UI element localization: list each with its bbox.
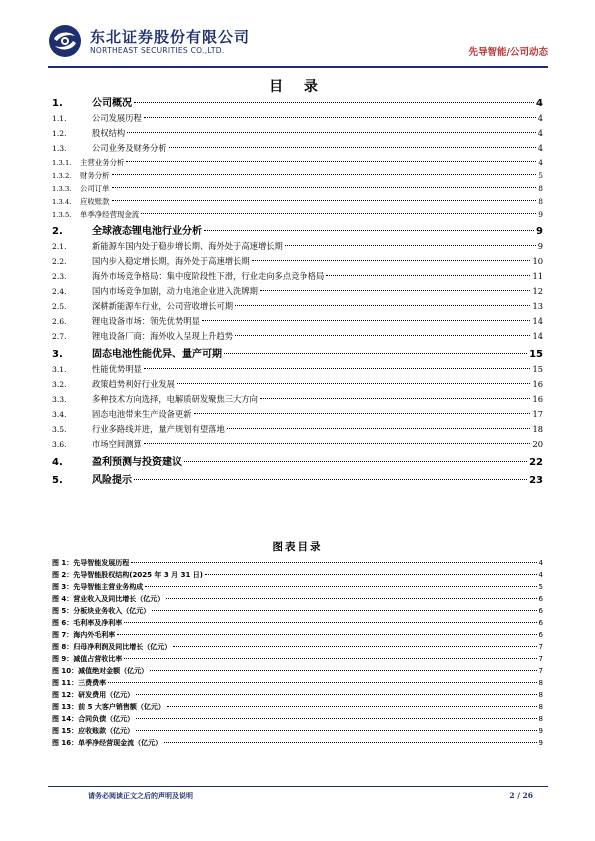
toc-entry-page: 20 xyxy=(532,439,543,449)
toc-leader-dots xyxy=(112,174,537,175)
toc-entry-number: 1. xyxy=(52,98,63,109)
toc-entry-page: 4 xyxy=(536,98,543,109)
report-section: 先导智能/公司动态 xyxy=(468,47,548,58)
toc-entry-number: 1.3.1. xyxy=(52,159,72,167)
toc-entry-number: 3.4. xyxy=(52,410,67,419)
toc-entry[interactable] xyxy=(52,453,543,471)
toc-entry[interactable] xyxy=(52,423,543,438)
toc-leader-dots xyxy=(202,320,531,321)
figure-entry-page: 5 xyxy=(538,583,543,591)
figure-leader-dots xyxy=(136,730,536,731)
toc-entry-page: 22 xyxy=(529,457,543,468)
footer-divider xyxy=(48,786,548,787)
toc-leader-dots xyxy=(204,230,534,231)
toc-entry-page: 17 xyxy=(532,409,543,419)
toc-entry-number: 2.2. xyxy=(52,257,67,266)
toc-entry-number: 3.6. xyxy=(52,440,67,449)
toc-entry-page: 14 xyxy=(532,316,543,326)
toc-entry[interactable] xyxy=(52,378,543,393)
toc-entry[interactable] xyxy=(52,112,543,127)
figure-entry-title: 图 7：海内外毛利率 xyxy=(52,631,116,639)
toc-entry-page: 9 xyxy=(538,210,543,219)
toc-entry-title: 市场空间测算 xyxy=(92,439,142,449)
toc-entry-number: 1.3.5. xyxy=(52,211,72,219)
toc-entry-number: 1.2. xyxy=(52,129,67,138)
toc-entry-number: 3.2. xyxy=(52,380,67,389)
toc-entry[interactable] xyxy=(52,157,543,170)
toc-entry[interactable] xyxy=(52,270,543,285)
toc-entry-page: 10 xyxy=(532,256,543,266)
toc-entry-title: 新能源车国内处于稳步增长期、海外处于高速增长期 xyxy=(92,241,283,251)
figure-entry-title: 图 4：营业收入及同比增长（亿元） xyxy=(52,595,165,603)
company-logo-icon xyxy=(48,24,82,58)
toc-entry-number: 5. xyxy=(52,475,63,486)
figure-entry-title: 图 13：前 5 大客户销售额（亿元） xyxy=(52,703,165,711)
header-divider xyxy=(48,66,548,68)
figure-entry-page: 9 xyxy=(538,727,543,735)
toc-entry-number: 2.7. xyxy=(52,332,67,341)
toc-leader-dots xyxy=(235,335,530,336)
toc-entry-title: 锂电设备厂商：海外收入呈现上升趋势 xyxy=(92,331,234,341)
figure-entry-page: 6 xyxy=(538,631,543,639)
figure-entry[interactable] xyxy=(52,630,543,642)
toc-leader-dots xyxy=(177,383,530,384)
toc-entry-title: 性能优势明显 xyxy=(92,364,142,374)
figure-leader-dots xyxy=(173,646,536,647)
toc-entry-page: 16 xyxy=(532,394,543,404)
toc-leader-dots xyxy=(252,260,531,261)
toc-entry-title: 股权结构 xyxy=(92,128,126,138)
toc-entry-number: 1.3.2. xyxy=(52,172,72,180)
toc-entry-title: 行业多路线并进，量产规划有望落地 xyxy=(92,424,225,434)
figure-entry-title: 图 15：应收账款（亿元） xyxy=(52,727,135,735)
toc-leader-dots xyxy=(126,161,536,162)
figure-entry[interactable] xyxy=(52,714,543,726)
toc-entry[interactable] xyxy=(52,127,543,142)
figure-entry[interactable] xyxy=(52,690,543,702)
toc-leader-dots xyxy=(227,428,531,429)
figure-entry-page: 6 xyxy=(538,607,543,615)
toc-entry[interactable] xyxy=(52,330,543,345)
figure-entry-title: 图 9：减值占营收比率 xyxy=(52,655,123,663)
toc-entry-title: 多种技术方向选择，电解质研发聚焦三大方向 xyxy=(92,394,258,404)
toc-entry[interactable] xyxy=(52,94,543,112)
toc-entry-page: 4 xyxy=(537,143,543,153)
figure-leader-dots xyxy=(166,598,536,599)
toc-entry-number: 2.6. xyxy=(52,317,67,326)
toc-title: 目 录 xyxy=(269,79,326,95)
toc-leader-dots xyxy=(141,213,536,214)
toc-entry-page: 16 xyxy=(532,379,543,389)
toc-entry-number: 3.5. xyxy=(52,425,67,434)
figure-entry-page: 8 xyxy=(538,679,543,687)
company-name-cn: 东北证券股份有限公司 xyxy=(90,28,251,46)
toc-entry-number: 1.3. xyxy=(52,144,67,153)
toc-leader-dots xyxy=(134,479,527,480)
figure-leader-dots xyxy=(205,574,537,575)
toc-entry[interactable] xyxy=(52,438,543,453)
toc-leader-dots xyxy=(144,117,536,118)
toc-entry-number: 2.1. xyxy=(52,242,67,251)
toc-entry[interactable] xyxy=(52,183,543,196)
figure-entry-page: 6 xyxy=(538,595,543,603)
figure-leader-dots xyxy=(108,682,536,683)
toc-entry[interactable] xyxy=(52,222,543,240)
figure-entry-title: 图 10：减值绝对金额（亿元） xyxy=(52,667,149,675)
toc-entry-number: 2.3. xyxy=(52,272,67,281)
toc-leader-dots xyxy=(224,353,527,354)
figure-entry[interactable] xyxy=(52,570,543,582)
toc-entry-page: 14 xyxy=(532,331,543,341)
figure-entry[interactable] xyxy=(52,618,543,630)
toc-entry-page: 15 xyxy=(529,349,543,360)
figure-list-title: 图表目录 xyxy=(272,541,323,553)
toc-leader-dots xyxy=(260,290,530,291)
toc-entry-page: 11 xyxy=(532,271,543,281)
toc-entry[interactable] xyxy=(52,315,543,330)
figure-entry[interactable] xyxy=(52,654,543,666)
figure-leader-dots xyxy=(136,694,536,695)
figure-entry[interactable] xyxy=(52,594,543,606)
footer-disclaimer: 请务必阅读正文之后的声明及说明 xyxy=(88,792,193,800)
toc-entry-page: 23 xyxy=(529,475,543,486)
figure-entry[interactable] xyxy=(52,702,543,714)
figure-entry-page: 7 xyxy=(538,655,543,663)
toc-entry[interactable] xyxy=(52,408,543,423)
toc-entry-title: 公司概况 xyxy=(92,98,132,109)
toc-entry-title: 公司订单 xyxy=(80,184,110,193)
toc-entry[interactable] xyxy=(52,363,543,378)
figure-leader-dots xyxy=(152,610,536,611)
toc-entry-number: 1.3.4. xyxy=(52,198,72,206)
figure-entry[interactable] xyxy=(52,558,543,570)
toc-leader-dots xyxy=(184,461,527,462)
toc-entry-title: 公司业务及财务分析 xyxy=(92,143,167,153)
toc-entry[interactable] xyxy=(52,170,543,183)
toc-entry-title: 应收账款 xyxy=(80,197,110,206)
figure-entry-page: 9 xyxy=(538,739,543,747)
toc-entry-number: 2. xyxy=(52,226,63,237)
toc-entry[interactable] xyxy=(52,255,543,270)
table-of-contents xyxy=(52,94,543,489)
toc-entry-title: 国内步入稳定增长期，海外处于高速增长期 xyxy=(92,256,250,266)
toc-entry[interactable] xyxy=(52,196,543,209)
toc-entry-page: 4 xyxy=(537,113,543,123)
figure-entry-title: 图 8：归母净利润及同比增长（亿元） xyxy=(52,643,172,651)
toc-entry[interactable] xyxy=(52,345,543,363)
toc-entry-title: 公司发展历程 xyxy=(92,113,142,123)
toc-entry-page: 8 xyxy=(538,197,543,206)
toc-entry-page: 8 xyxy=(538,184,543,193)
toc-entry-title: 固态电池性能优异、量产可期 xyxy=(92,349,222,360)
figure-entry-page: 8 xyxy=(538,715,543,723)
figure-entry-page: 8 xyxy=(538,703,543,711)
toc-leader-dots xyxy=(134,102,534,103)
toc-leader-dots xyxy=(112,187,537,188)
toc-entry-number: 3.1. xyxy=(52,365,67,374)
toc-entry[interactable] xyxy=(52,240,543,255)
toc-leader-dots xyxy=(112,200,537,201)
figure-entry[interactable] xyxy=(52,726,543,738)
toc-entry-page: 9 xyxy=(536,226,543,237)
toc-entry-page: 13 xyxy=(532,301,543,311)
figure-leader-dots xyxy=(164,742,536,743)
toc-leader-dots xyxy=(169,147,536,148)
toc-entry-title: 财务分析 xyxy=(80,171,110,180)
figure-entry-title: 图 3：先导智能主营业务构成 xyxy=(52,583,144,591)
toc-entry-title: 海外市场竞争格局：集中度阶段性下滑，行业走向多点竞争格局 xyxy=(92,271,325,281)
page-header xyxy=(48,24,548,64)
toc-leader-dots xyxy=(326,275,530,276)
toc-entry-title: 风险提示 xyxy=(92,475,132,486)
toc-leader-dots xyxy=(285,245,536,246)
toc-entry-title: 政策趋势利好行业发展 xyxy=(92,379,175,389)
figure-entry[interactable] xyxy=(52,666,543,678)
toc-entry-number: 1.1. xyxy=(52,114,67,123)
toc-entry-title: 全球液态锂电池行业分析 xyxy=(92,226,202,237)
figure-entry-page: 7 xyxy=(538,643,543,651)
toc-entry-number: 3.3. xyxy=(52,395,67,404)
figure-entry-page: 4 xyxy=(538,571,543,579)
figure-list xyxy=(52,558,543,750)
figure-entry-page: 4 xyxy=(538,559,543,567)
toc-entry-title: 单季净经营现金流 xyxy=(80,210,140,219)
figure-leader-dots xyxy=(150,670,536,671)
company-name-en: NORTHEAST SECURITIES CO.,LTD. xyxy=(90,46,225,55)
toc-entry-number: 2.4. xyxy=(52,287,67,296)
toc-entry[interactable] xyxy=(52,285,543,300)
toc-entry-title: 深耕新能源车行业，公司营收增长可期 xyxy=(92,301,234,311)
figure-leader-dots xyxy=(167,706,537,707)
figure-leader-dots xyxy=(117,634,536,635)
figure-entry-title: 图 5：分板块业务收入（亿元） xyxy=(52,607,151,615)
toc-entry-number: 4. xyxy=(52,457,63,468)
toc-entry-title: 锂电设备市场：领先优势明显 xyxy=(92,316,200,326)
toc-entry[interactable] xyxy=(52,471,543,489)
toc-leader-dots xyxy=(235,305,530,306)
toc-entry[interactable] xyxy=(52,393,543,408)
figure-entry-page: 7 xyxy=(538,667,543,675)
figure-entry[interactable] xyxy=(52,738,543,750)
figure-leader-dots xyxy=(124,622,536,623)
toc-entry-title: 主营业务分析 xyxy=(80,158,125,167)
figure-leader-dots xyxy=(136,718,536,719)
toc-entry-page: 9 xyxy=(537,241,543,251)
figure-leader-dots xyxy=(145,586,536,587)
toc-entry-number: 2.5. xyxy=(52,302,67,311)
figure-entry-title: 图 2：先导智能股权结构(2025 年 3 月 31 日) xyxy=(52,571,203,579)
figure-entry[interactable] xyxy=(52,642,543,654)
toc-entry-page: 18 xyxy=(532,424,543,434)
toc-entry-title: 盈利预测与投资建议 xyxy=(92,457,182,468)
toc-leader-dots xyxy=(144,368,531,369)
figure-entry-title: 图 6：毛利率及净利率 xyxy=(52,619,123,627)
toc-entry-page: 4 xyxy=(538,158,543,167)
toc-entry-number: 3. xyxy=(52,349,63,360)
toc-entry-page: 15 xyxy=(532,364,543,374)
figure-entry[interactable] xyxy=(52,606,543,618)
toc-entry-title: 固态电池带来生产设备更新 xyxy=(92,409,192,419)
figure-entry-title: 图 1：先导智能发展历程 xyxy=(52,559,130,567)
toc-entry[interactable] xyxy=(52,300,543,315)
figure-entry-title: 图 11：三费费率 xyxy=(52,679,107,687)
figure-entry[interactable] xyxy=(52,678,543,690)
figure-leader-dots xyxy=(124,658,536,659)
figure-entry[interactable] xyxy=(52,582,543,594)
toc-entry-title: 国内市场竞争加剧，动力电池企业进入洗牌期 xyxy=(92,286,258,296)
figure-entry-title: 图 12：研发费用（亿元） xyxy=(52,691,135,699)
toc-entry-page: 4 xyxy=(537,128,543,138)
figure-entry-title: 图 14：合同负债（亿元） xyxy=(52,715,135,723)
figure-entry-page: 6 xyxy=(538,619,543,627)
toc-entry-page: 5 xyxy=(538,171,543,180)
toc-entry-number: 1.3.3. xyxy=(52,185,72,193)
figure-leader-dots xyxy=(131,562,536,563)
toc-entry-page: 12 xyxy=(532,286,543,296)
toc-leader-dots xyxy=(260,398,530,399)
figure-entry-page: 8 xyxy=(538,691,543,699)
toc-leader-dots xyxy=(194,413,531,414)
page-number: 2 / 26 xyxy=(509,791,533,800)
toc-leader-dots xyxy=(144,443,531,444)
toc-leader-dots xyxy=(127,132,536,133)
figure-entry-title: 图 16：单季净经营现金流（亿元） xyxy=(52,739,163,747)
toc-entry[interactable] xyxy=(52,142,543,157)
toc-entry[interactable] xyxy=(52,209,543,222)
